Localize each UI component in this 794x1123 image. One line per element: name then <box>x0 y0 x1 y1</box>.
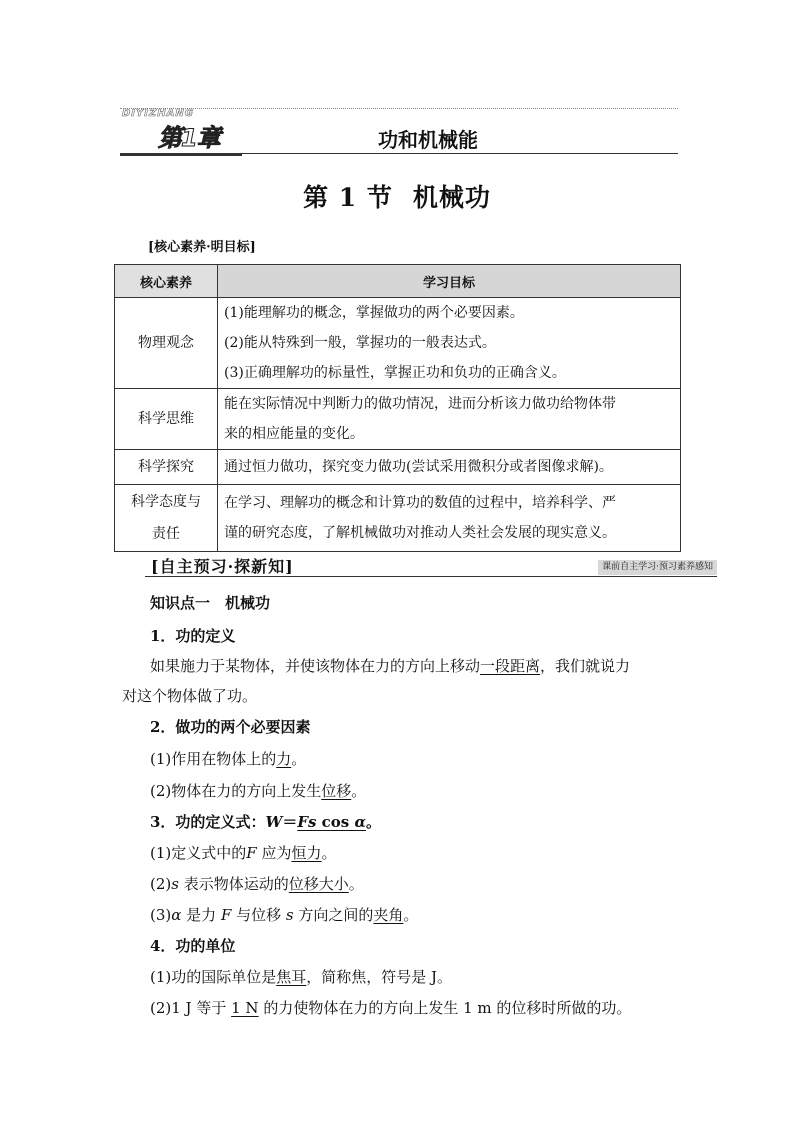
goal-category: 科学思维 <box>115 389 218 450</box>
text-span: (3) <box>150 906 172 924</box>
formula-var: Fs <box>297 813 317 831</box>
paragraph-line <box>150 655 630 676</box>
paragraph-line <box>150 997 631 1018</box>
paragraph-line <box>150 780 366 801</box>
preview-rule <box>145 576 717 577</box>
text-span: 。 <box>321 844 337 862</box>
text-span: 与位移 <box>231 906 286 924</box>
text-span: 表示物体运动的 <box>178 875 289 893</box>
goals-header-objective: 学习目标 <box>218 265 681 298</box>
knowledge-point-heading: 知识点一 机械功 <box>150 594 271 612</box>
table-row <box>115 389 681 450</box>
subheading: 2．做功的两个必要因素 <box>150 718 311 736</box>
goal-category <box>115 485 218 552</box>
preview-title: [自主预习·探新知] <box>151 557 294 576</box>
text-span: (1)作用在物体上的 <box>150 750 277 768</box>
text-span: 的力使物体在力的方向上发生 1 m 的位移时所做的功。 <box>258 999 632 1017</box>
table-row <box>115 485 681 552</box>
text-span: (1)功的国际单位是 <box>150 968 277 986</box>
goal-text <box>218 485 681 552</box>
goal-line: 在学习、理解功的概念和计算功的数值的过程中，培养科学、严 <box>224 495 616 511</box>
key-term: 恒力 <box>291 844 322 862</box>
text-span: ，我们就说力 <box>540 657 631 675</box>
formula-var: s <box>285 906 294 924</box>
goal-line: (2)能从特殊到一般，掌握功的一般表达式。 <box>224 335 496 351</box>
subheading: 1．功的定义 <box>150 627 236 645</box>
text-span: (2)1 J 等于 <box>150 999 232 1017</box>
goal-line: 来的相应能量的变化。 <box>224 426 364 442</box>
key-term: 1 N <box>231 999 259 1017</box>
goal-category: 科学探究 <box>115 450 218 485</box>
paragraph-line <box>150 966 452 987</box>
goal-text <box>218 389 681 450</box>
text-span: 。 <box>291 750 307 768</box>
chapter-pinyin: DIYIZHANG <box>122 108 194 119</box>
text-span: 是力 <box>181 906 221 924</box>
formula-var: F <box>220 906 232 924</box>
chapter-header <box>120 104 678 156</box>
paragraph-line <box>150 842 336 863</box>
text-span: 。 <box>403 906 419 924</box>
formula-var: α <box>171 906 182 924</box>
preview-section-bar <box>145 553 717 577</box>
text-span: ＝ <box>282 813 298 831</box>
paragraph-line <box>150 904 418 925</box>
subheading: 4．功的单位 <box>150 937 236 955</box>
section-name: 机械功 <box>412 183 491 212</box>
key-term: 位移大小 <box>288 875 349 893</box>
table-row <box>115 450 681 485</box>
goal-category-line: 责任 <box>152 526 180 542</box>
goal-line: 谨的研究态度，了解机械做功对推动人类社会发展的现实意义。 <box>224 525 616 541</box>
section-number: 第 1 节 <box>303 183 393 212</box>
formula-var: α <box>354 813 367 831</box>
goal-category-line: 科学态度与 <box>131 494 201 510</box>
text-span: 应为 <box>256 844 292 862</box>
subheading <box>150 811 381 832</box>
text-span: ，简称焦，符号是 J。 <box>306 968 453 986</box>
paragraph-line: 对这个物体做了功。 <box>122 687 258 705</box>
key-term: 力 <box>276 750 292 768</box>
goal-line: 通过恒力做功，探究变力做功(尝试采用微积分或者图像求解)。 <box>224 459 613 475</box>
chapter-title: 功和机械能 <box>378 128 478 152</box>
key-term: 夹角 <box>373 906 404 924</box>
text-span: 3．功的定义式： <box>150 813 266 831</box>
goals-header-row <box>115 265 681 298</box>
key-term: 焦耳 <box>276 968 307 986</box>
chapter-badge: 第1章 <box>158 124 220 152</box>
header-dotted-line <box>120 108 678 109</box>
goal-text <box>218 298 681 389</box>
text-span: (2)物体在力的方向上发生 <box>150 782 322 800</box>
formula-var: s <box>171 875 179 893</box>
goals-header-category: 核心素养 <box>115 265 218 298</box>
formula-var: F <box>246 844 257 862</box>
text-span: (2) <box>150 875 172 893</box>
text-span: 方向之间的 <box>293 906 374 924</box>
key-term: 位移 <box>321 782 352 800</box>
goal-line: (3)正确理解功的标量性，掌握正功和负功的正确含义。 <box>224 365 566 381</box>
goal-line: 能在实际情况中判断力的做功情况，进而分析该力做功给物体带 <box>224 396 616 412</box>
text-span: 。 <box>351 782 367 800</box>
goal-text <box>218 450 681 485</box>
goal-line: (1)能理解功的概念，掌握做功的两个必要因素。 <box>224 305 524 321</box>
text-span: (1)定义式中的 <box>150 844 247 862</box>
formula-var: W <box>265 813 283 831</box>
preview-tag: 课前自主学习·预习素养感知 <box>598 560 717 575</box>
section-title <box>0 178 794 214</box>
formula-func: cos <box>316 813 355 831</box>
table-row <box>115 298 681 389</box>
paragraph-line <box>150 748 306 769</box>
key-term: 一段距离 <box>480 657 541 675</box>
goals-table <box>114 264 681 552</box>
goal-category: 物理观念 <box>115 298 218 389</box>
paragraph-line <box>150 873 364 894</box>
header-rule-thick <box>120 154 242 156</box>
goals-label: [核心素养·明目标] <box>148 240 256 255</box>
text-span: 。 <box>348 875 364 893</box>
text-span: 如果施力于某物体，并使该物体在力的方向上移动 <box>150 657 481 675</box>
text-span: 。 <box>366 813 382 831</box>
